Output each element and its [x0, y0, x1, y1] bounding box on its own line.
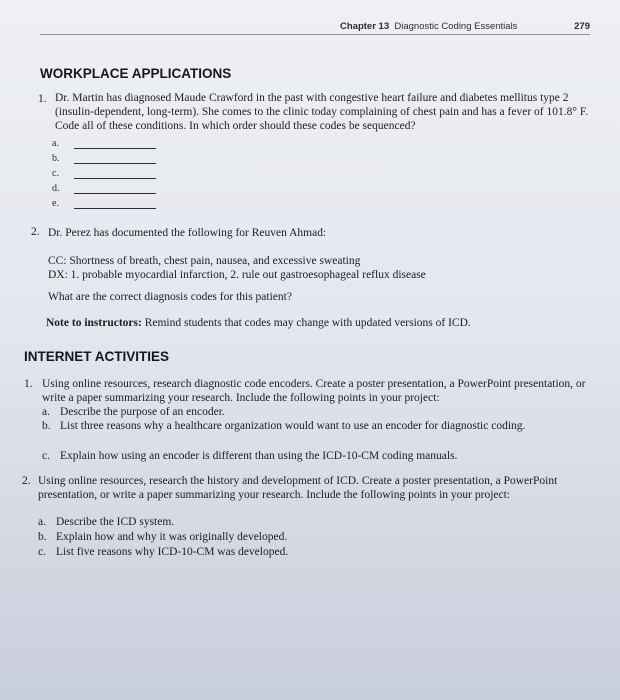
item-text: List five reasons why ICD-10-CM was developed.	[56, 546, 289, 558]
q1-answer-b	[52, 153, 60, 164]
answer-blank[interactable]	[74, 163, 156, 164]
answer-label: e.	[52, 198, 59, 209]
note-text: Remind students that codes may change with updated versions of ICD.	[144, 317, 471, 329]
q1-answer-c	[52, 168, 59, 179]
answer-blank[interactable]	[74, 178, 156, 179]
item-label: c.	[42, 450, 50, 462]
q1-answer-e	[52, 198, 59, 209]
item-label: c.	[38, 546, 46, 558]
item-label: a.	[38, 516, 46, 528]
q1-text: Dr. Martin has diagnosed Maude Crawford in the past with congestive heart failure and diabetes mellitus type 2 (insulin-dependent, long-term). She comes to the clinic today complaining of chest pain and has a fever of 101.8° F. Code all of these conditions. In which order should these codes be sequenced?	[55, 92, 589, 132]
answer-label: a.	[52, 138, 59, 149]
item-text: Explain how and why it was originally developed.	[56, 531, 288, 543]
a2-text: Using online resources, research the history and development of ICD. Create a poster presentation, a PowerPoint presentation, or write a paper summarizing your research. Include the following points in your project:	[38, 475, 558, 501]
item-text: List three reasons why a healthcare organization would want to use an encoder for diagnostic coding.	[60, 420, 526, 432]
answer-label: b.	[52, 153, 60, 164]
internet-title: INTERNET ACTIVITIES	[24, 349, 170, 364]
answer-label: c.	[52, 168, 59, 179]
workplace-title: WORKPLACE APPLICATIONS	[40, 66, 232, 81]
q1-answer-a	[52, 138, 59, 149]
running-head	[340, 21, 590, 32]
chapter-title: Diagnostic Coding Essentials	[394, 21, 518, 32]
answer-blank[interactable]	[74, 148, 156, 149]
item-text: Describe the ICD system.	[56, 516, 175, 528]
q2-question: What are the correct diagnosis codes for this patient?	[48, 291, 292, 303]
q2-intro: Dr. Perez has documented the following for Reuven Ahmad:	[48, 227, 327, 239]
answer-label: d.	[52, 183, 60, 194]
chapter-label: Chapter 13	[340, 21, 390, 32]
item-text: Explain how using an encoder is different than using the ICD-10-CM coding manuals.	[60, 450, 458, 462]
note-label: Note to instructors:	[46, 317, 142, 329]
a1-number: 1.	[24, 378, 33, 390]
item-text: Describe the purpose of an encoder.	[60, 406, 225, 418]
page-number: 279	[574, 21, 590, 32]
item-label: a.	[42, 406, 50, 418]
q1-answer-d	[52, 183, 60, 194]
answer-blank[interactable]	[74, 208, 156, 209]
q2-number: 2.	[31, 226, 40, 238]
q2-instructor-note	[46, 316, 591, 330]
item-label: b.	[38, 531, 47, 543]
q2-chief-complaint: CC: Shortness of breath, chest pain, nausea, and excessive sweating	[48, 255, 361, 267]
answer-blank[interactable]	[74, 193, 156, 194]
a2-number: 2.	[22, 475, 31, 487]
q2-diagnosis: DX: 1. probable myocardial infarction, 2. rule out gastroesophageal reflux disease	[48, 269, 426, 281]
a1-text: Using online resources, research diagnostic code encoders. Create a poster presentation, a PowerPoint presentation, or write a paper summarizing your research. Include the following points in your project:	[42, 378, 586, 404]
header-rule	[40, 34, 590, 35]
item-label: b.	[42, 420, 51, 432]
q1-number: 1.	[38, 93, 47, 105]
